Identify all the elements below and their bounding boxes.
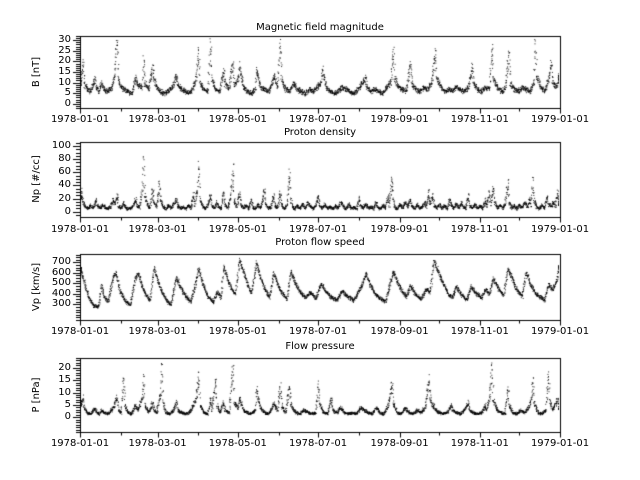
y-tick-label: 25 <box>58 44 71 56</box>
y-tick-label: 15 <box>58 374 71 386</box>
panel-title-magnetic-field-magnitude: Magnetic field magnitude <box>256 22 384 33</box>
x-tick-label: 1978-07-01 <box>288 114 348 125</box>
x-tick-label: 1979-01-01 <box>530 224 590 235</box>
x-tick-label: 1978-07-01 <box>288 224 348 235</box>
x-tick-label: 1978-11-01 <box>450 114 509 125</box>
x-tick-label: 1978-05-01 <box>208 114 267 125</box>
y-tick-label: 10 <box>58 386 71 398</box>
y-tick-label: 60 <box>58 166 71 178</box>
x-tick-label: 1978-03-01 <box>128 326 187 337</box>
x-tick-label: 1978-07-01 <box>288 438 348 449</box>
x-tick-label: 1978-01-01 <box>50 438 110 449</box>
y-tick-label: 400 <box>51 287 71 299</box>
y-axis-label-b-nt: B [nT] <box>31 56 42 88</box>
y-axis-label-np-cc: Np [#/cc] <box>31 155 42 203</box>
panel-title-flow-pressure: Flow pressure <box>285 341 355 352</box>
x-tick-label: 1978-09-01 <box>370 326 429 337</box>
x-tick-label: 1979-01-01 <box>530 326 590 337</box>
x-tick-label: 1978-05-01 <box>208 224 267 235</box>
y-tick-label: 15 <box>58 66 71 77</box>
y-tick-label: 40 <box>58 179 71 191</box>
y-axis-label-p-npa: P [nPa] <box>31 377 42 413</box>
y-tick-label: 20 <box>58 192 71 204</box>
x-tick-label: 1978-05-01 <box>208 326 267 337</box>
y-tick-label: 0 <box>64 97 71 109</box>
x-tick-label: 1979-01-01 <box>530 438 590 449</box>
y-tick-label: 100 <box>51 139 71 151</box>
x-tick-label: 1978-03-01 <box>128 224 187 235</box>
x-tick-label: 1978-01-01 <box>50 114 110 125</box>
x-tick-label: 1978-09-01 <box>370 114 429 125</box>
x-tick-label: 1978-03-01 <box>128 438 187 449</box>
x-tick-label: 1978-03-01 <box>128 114 187 125</box>
y-tick-label: 700 <box>51 256 71 268</box>
y-tick-label: 30 <box>58 34 71 46</box>
x-tick-label: 1978-01-01 <box>50 326 110 337</box>
panel-title-proton-density: Proton density <box>283 127 357 138</box>
x-tick-label: 1978-11-01 <box>450 224 509 235</box>
y-tick-label: 5 <box>64 398 71 410</box>
y-tick-label: 10 <box>58 76 71 88</box>
y-tick-label: 5 <box>64 87 71 99</box>
x-tick-label: 1978-09-01 <box>370 224 429 235</box>
panel-title-proton-flow-speed: Proton flow speed <box>275 237 365 248</box>
y-tick-label: 500 <box>51 277 71 289</box>
x-tick-label: 1978-07-01 <box>288 326 348 337</box>
y-tick-label: 80 <box>58 153 71 165</box>
y-tick-label: 0 <box>64 205 71 217</box>
y-tick-label: 600 <box>51 266 71 278</box>
x-tick-label: 1978-09-01 <box>370 438 429 449</box>
x-tick-label: 1978-11-01 <box>450 438 509 449</box>
y-axis-label-vp-kms: Vp [km/s] <box>31 262 42 312</box>
x-tick-label: 1978-01-01 <box>50 224 110 235</box>
y-tick-label: 300 <box>51 298 71 310</box>
y-tick-label: 20 <box>58 361 71 373</box>
x-tick-label: 1978-11-01 <box>450 326 509 337</box>
x-tick-label: 1978-05-01 <box>208 438 267 449</box>
y-tick-label: 20 <box>58 55 71 67</box>
x-tick-label: 1979-01-01 <box>530 114 590 125</box>
y-tick-label: 0 <box>64 411 71 423</box>
